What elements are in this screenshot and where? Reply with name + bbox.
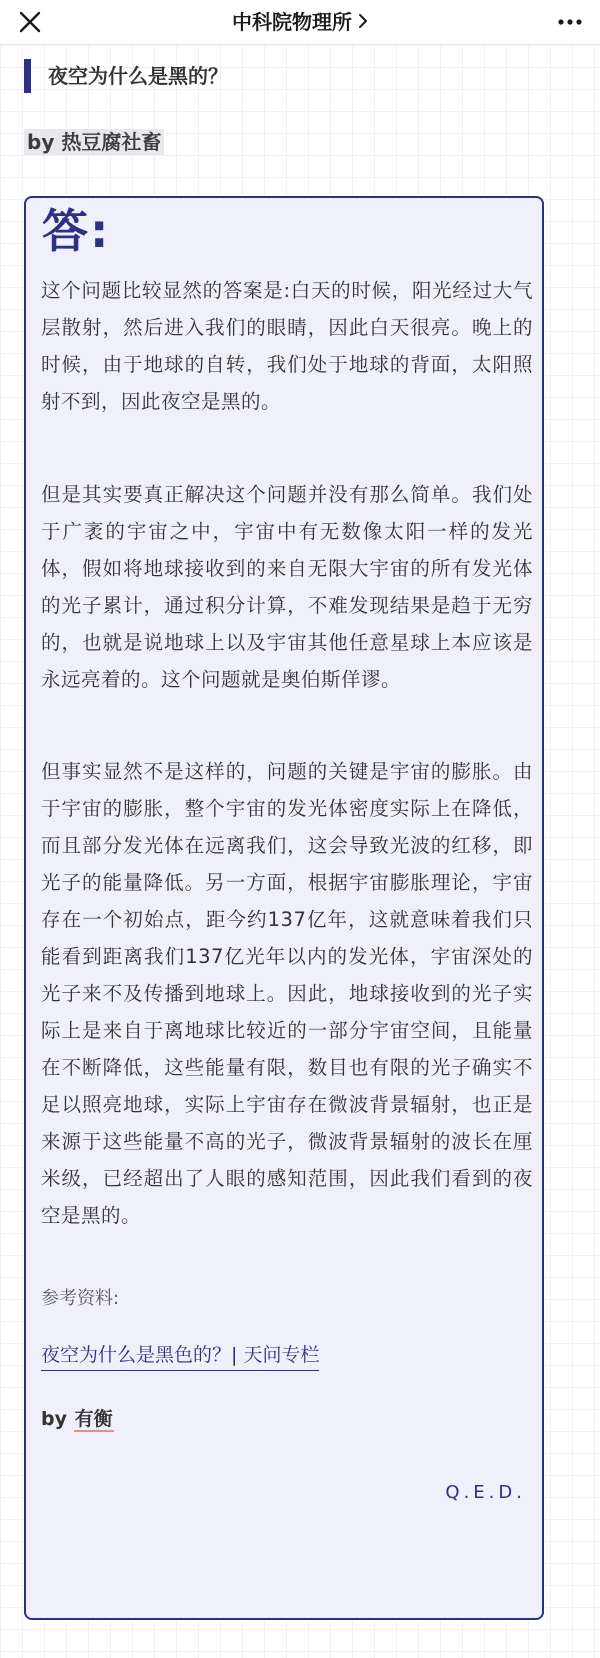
- nav-title-container: [0, 9, 600, 37]
- close-button[interactable]: [16, 8, 44, 36]
- article-body: [0, 45, 600, 1658]
- question-title: 夜空为什么是黑的？: [24, 59, 228, 93]
- answer-byline: [41, 1404, 114, 1434]
- answer-paragraph: 但事实显然不是这样的，问题的关键是宇宙的膨胀。由于宇宙的膨胀，整个宇宙的发光体密度实际上在降低，而且部分发光体在远离我们，这会导致光波的红移，即光子的能量降低。另一方面，根据宇宙膨胀理论，宇宙存在一个初始点，距今约137亿年，这就意味着我们只能看到距离我们137亿光年以内的发光体，宇宙深处的光子来不及传播到地球上。因此，地球接收到的光子实际上是来自于离地球比较近的一部分宇宙空间，且能量在不断降低，这些能量有限，数目也有限的光子确实不足以照亮地球，实际上宇宙存在微波背景辐射，也正是来源于这些能量不高的光子，微波背景辐射的波长在厘米级，已经超出了人眼的感知范围，因此我们看到的夜空是黑的。: [41, 760, 533, 1227]
- more-options-button[interactable]: [554, 10, 586, 34]
- references-label: 参考资料:: [41, 1288, 120, 1309]
- qed-mark: Q.E.D.: [445, 1482, 526, 1503]
- reference-link[interactable]: 夜空为什么是黑色的？| 天问专栏: [41, 1340, 319, 1371]
- answer-byline-prefix: by: [41, 1408, 74, 1430]
- top-navigation-bar: [0, 0, 600, 45]
- account-name: 中科院物理所: [232, 10, 352, 34]
- answer-byline-name: 有衡: [74, 1408, 113, 1430]
- answer-paragraph: 但是其实要真正解决这个问题并没有那么简单。我们处于广袤的宇宙之中，宇宙中有无数像太阳一样的发光体，假如将地球接收到的来自无限大宇宙的所有发光体的光子累计，通过积分计算，不难发现结果是趋于无穷的，也就是说地球上以及宇宙其他任意星球上本应该是永远亮着的。这个问题就是奥伯斯佯谬。: [41, 483, 533, 691]
- question-byline: by 热豆腐社畜: [24, 129, 164, 155]
- answer-paragraph: 这个问题比较显然的答案是:白天的时候，阳光经过大气层散射，然后进入我们的眼睛，因此白天很亮。晚上的时候，由于地球的自转，我们处于地球的背面，太阳照射不到，因此夜空是黑的。: [41, 279, 533, 413]
- answer-card: [24, 196, 544, 1620]
- chevron-right-icon: [358, 9, 368, 35]
- close-icon: [16, 8, 44, 36]
- more-dots-icon: [554, 10, 586, 34]
- answer-heading: 答:: [42, 204, 111, 258]
- account-name-link[interactable]: [232, 9, 368, 37]
